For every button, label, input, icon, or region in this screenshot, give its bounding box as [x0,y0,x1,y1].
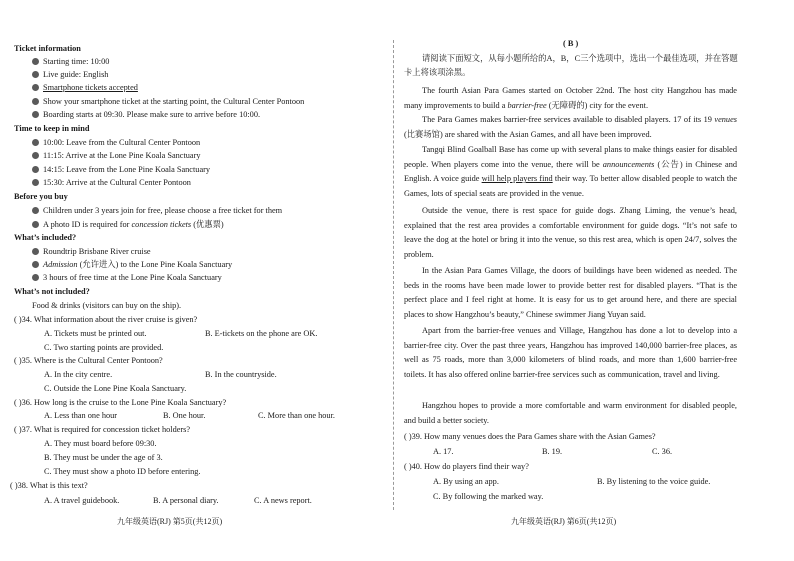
section-label: ( B ) [563,39,579,48]
bullet-icon [32,166,39,173]
option-40-c: C. By following the marked way. [433,492,544,501]
time-item: 10:00: Leave from the Cultural Center Pontoon [32,137,200,149]
time-heading: Time to keep in mind [14,124,90,133]
before-heading: Before you buy [14,192,68,201]
time-item: 11:15: Arrive at the Lone Pine Koala Sanctuary [32,150,201,162]
option-36-c: C. More than one hour. [258,411,335,420]
bullet-icon [32,261,39,268]
paragraph-4: Outside the venue, there is rest space for guide dogs. Zhang Liming, the venue’s head, explained that the rest area provides a comfortable environment for guide dogs. “It’s not safe to leave the dog at the hotel or bring it into the venue, so this rest area, which is open 24/7, solves the problem. [404,206,737,259]
question-38: ( )38. What is this text? [10,481,88,490]
bullet-icon [32,248,39,255]
option-35-c: C. Outside the Lone Pine Koala Sanctuary. [44,384,187,393]
paragraph-3: Tangqi Blind Goalball Base has come up with several plans to make things easier for disabled people. When players come into the venue, there will be announcements (公告) in Chinese and English. A voice guide will help players find their way. To better allow disabled people to watch the Games, lots of special seats are provided in the venue. [404,145,738,198]
bullet-icon [32,98,39,105]
included-item: 3 hours of free time at the Lone Pine Koala Sanctuary [32,272,222,284]
ticket-item: Boarding starts at 09:30. Please make sure to arrive before 10:00. [32,109,260,121]
option-34-b: B. E-tickets on the phone are OK. [205,329,318,338]
option-35-a: A. In the city centre. [44,370,113,379]
bullet-icon [32,111,39,118]
ticket-item: Starting time: 10:00 [32,56,109,68]
question-35: ( )35. Where is the Cultural Center Pontoon? [14,356,163,365]
option-36-a: A. Less than one hour [44,411,118,420]
included-item: Roundtrip Brisbane River cruise [32,246,151,258]
ticket-item: Show your smartphone ticket at the starting point, the Cultural Center Pontoon [32,96,304,108]
question-39: ( )39. How many venues does the Para Games share with the Asian Games? [404,432,656,441]
paragraph-1: The fourth Asian Para Games started on October 22nd. The host city Hangzhou has made many improvements to build a barrier-free (无障碍的) city for the event. [404,86,737,110]
option-39-c: C. 36. [652,447,673,456]
instruction-line-2: 卡上将该项涂黑。 [404,68,471,77]
included-item: Admission (允许进入) to the Lone Pine Koala Sanctuary [32,259,232,271]
question-36: ( )36. How long is the cruise to the Lone Pine Koala Sanctuary? [14,398,227,407]
option-38-b: B. A personal diary. [153,496,219,505]
instruction-line-1: 请阅读下面短文，从每小题所给的A，B，C三个选项中，选出一个最佳选项，并在答题 [422,54,738,63]
option-40-a: A. By using an app. [433,477,499,486]
bullet-icon [32,221,39,228]
before-item: Children under 3 years join for free, please choose a free ticket for them [32,205,282,217]
bullet-icon [32,274,39,281]
ticket-heading: Ticket information [14,44,81,53]
paragraph-6: Apart from the barrier-free venues and Village, Hangzhou has done a lot to develop into a barrier-free city. Over the past three years, Hangzhou has improved 140,000 barrier-free places, as well as 75 roads, more than 3,000 kilometers of blind roads, and more than 1,600 barrier-free toilets. It has also offered online barrier-free services such as communication, travel and living. [404,326,737,379]
option-35-b: B. In the countryside. [205,370,277,379]
page-footer: 九年级英语(RJ) 第5页(共12页) [117,517,223,526]
question-40: ( )40. How do players find their way? [404,462,529,471]
before-item: A photo ID is required for concession tickets (优惠票) [32,219,224,231]
option-39-a: A. 17. [433,447,454,456]
paragraph-5: In the Asian Para Games Village, the doors of buildings have been widened as needed. The beds in the rooms have been made lower to provide better rest for disabled players. “That is the perfect place and I feel right at home. It is easy for us to get around here, and there are special places to show Hangzhou’s beauty,” Chinese swimmer Jiang Yuyan said. [404,266,737,319]
option-36-b: B. One hour. [163,411,206,420]
bullet-icon [32,71,39,78]
included-heading: What’s included? [14,233,77,242]
not-included-heading: What’s not included? [14,287,90,296]
paragraph-2: The Para Games makes barrier-free services available to disabled players. 17 of its 19 venues (比赛场馆) are shared with the Asian Games, and all have been improved. [404,115,737,139]
ticket-item: Live guide: English [32,69,108,81]
bullet-icon [32,139,39,146]
question-34: ( )34. What information about the river cruise is given? [14,315,198,324]
not-included-text: Food & drinks (visitors can buy on the ship). [32,301,182,310]
option-37-c: C. They must show a photo ID before entering. [44,467,201,476]
time-item: 15:30: Arrive at the Cultural Center Pontoon [32,177,191,189]
option-38-a: A. A travel guidebook. [44,496,120,505]
bullet-icon [32,207,39,214]
option-34-c: C. Two starting points are provided. [44,343,164,352]
option-40-b: B. By listening to the voice guide. [597,477,711,486]
option-38-c: C. A news report. [254,496,312,505]
page-footer: 九年级英语(RJ) 第6页(共12页) [511,517,617,526]
question-37: ( )37. What is required for concession ticket holders? [14,425,191,434]
option-37-a: A. They must board before 09:30. [44,439,157,448]
bullet-icon [32,179,39,186]
bullet-icon [32,58,39,65]
bullet-icon [32,152,39,159]
page-divider [393,40,394,510]
option-34-a: A. Tickets must be printed out. [44,329,147,338]
paragraph-7: Hangzhou hopes to provide a more comfortable and warm environment for disabled people, and build a better society. [404,401,737,425]
time-item: 14:15: Leave from the Lone Pine Koala Sanctuary [32,164,210,176]
ticket-item: Smartphone tickets accepted [32,82,138,94]
option-37-b: B. They must be under the age of 3. [44,453,163,462]
option-39-b: B. 19. [542,447,563,456]
bullet-icon [32,84,39,91]
